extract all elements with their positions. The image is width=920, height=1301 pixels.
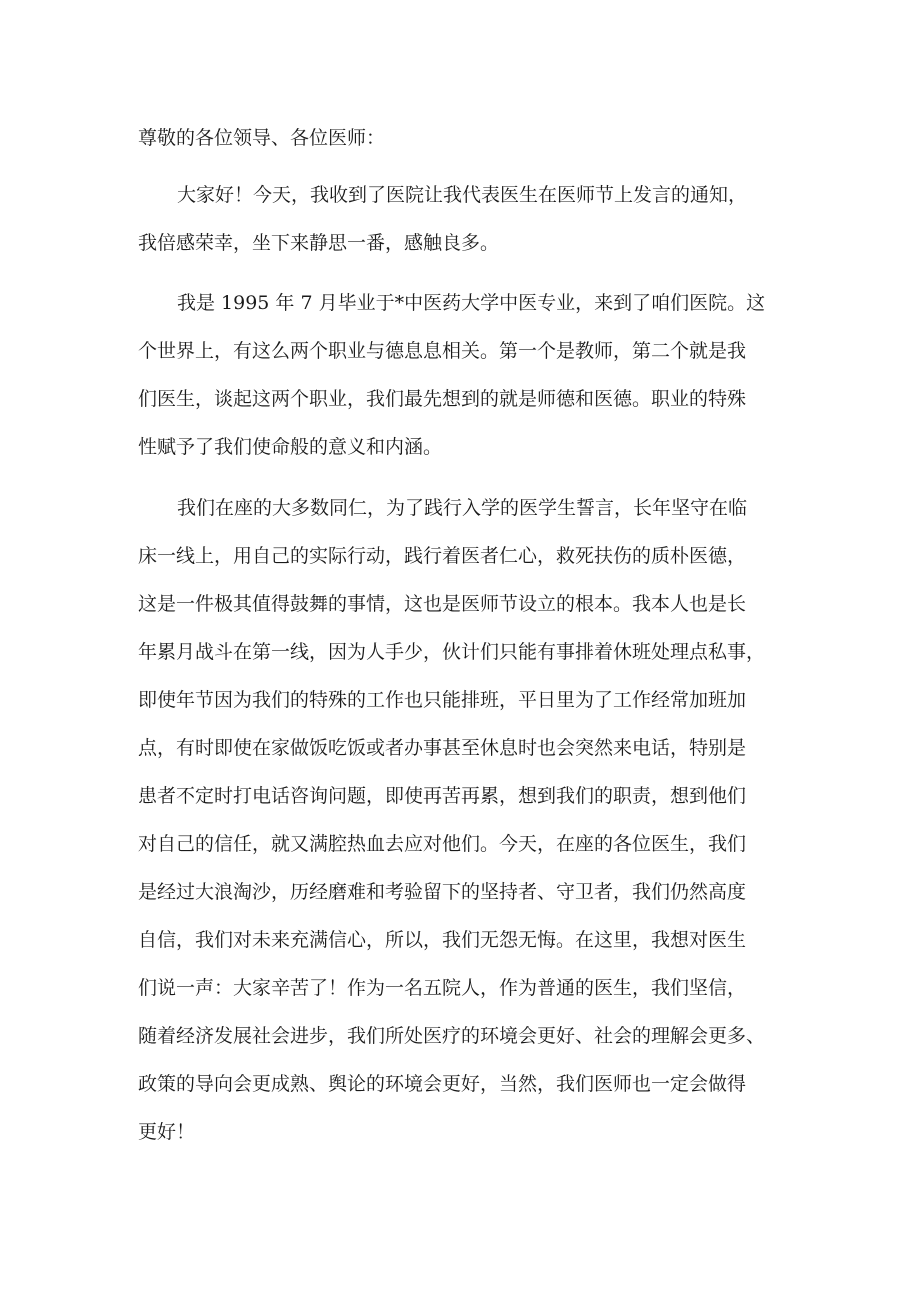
paragraph-3-line-13: 政策的导向会更成熟、舆论的环境会更好，当然，我们医师也一定会做得	[138, 1073, 747, 1095]
paragraph-2-line-4: 性赋予了我们使命般的意义和内涵。	[138, 436, 443, 458]
salutation: 尊敬的各位领导、各位医师：	[138, 127, 386, 149]
paragraph-2-line-3: 们医生，谈起这两个职业，我们最先想到的就是师德和医德。职业的特殊	[138, 388, 747, 410]
paragraph-2-line-2: 个世界上，有这么两个职业与德息息相关。第一个是教师，第二个就是我	[138, 340, 747, 362]
paragraph-3-line-6: 点，有时即使在家做饭吃饭或者办事甚至休息时也会突然来电话，特别是	[138, 737, 747, 759]
paragraph-2-line-1: 我是 1995 年 7 月毕业于*中医药大学中医专业，来到了咱们医院。这	[177, 292, 766, 314]
paragraph-3-line-2: 床一线上，用自己的实际行动，践行着医者仁心，救死扶伤的质朴医德，	[138, 545, 747, 567]
paragraph-3-line-3: 这是一件极其值得鼓舞的事情，这也是医师节设立的根本。我本人也是长	[138, 593, 747, 615]
paragraph-3-line-9: 是经过大浪淘沙，历经磨难和考验留下的坚持者、守卫者，我们仍然高度	[138, 881, 747, 903]
paragraph-3-line-11: 们说一声：大家辛苦了！作为一名五院人，作为普通的医生，我们坚信，	[138, 977, 747, 999]
paragraph-3-line-12: 随着经济发展社会进步，我们所处医疗的环境会更好、社会的理解会更多、	[138, 1025, 766, 1047]
paragraph-3-line-5: 即使年节因为我们的特殊的工作也只能排班，平日里为了工作经常加班加	[138, 689, 747, 711]
paragraph-1-line-1: 大家好！今天，我收到了医院让我代表医生在医师节上发言的通知，	[177, 184, 748, 206]
paragraph-3-line-10: 自信，我们对未来充满信心，所以，我们无怨无悔。在这里，我想对医生	[138, 929, 747, 951]
paragraph-3-line-8: 对自己的信任，就又满腔热血去应对他们。今天，在座的各位医生，我们	[138, 833, 747, 855]
paragraph-3-line-4: 年累月战斗在第一线，因为人手少，伙计们只能有事排着休班处理点私事，	[138, 641, 766, 663]
paragraph-3-line-14: 更好！	[138, 1121, 196, 1143]
paragraph-1-line-2: 我倍感荣幸，坐下来静思一番，感触良多。	[138, 232, 500, 254]
paragraph-3-line-1: 我们在座的大多数同仁，为了践行入学的医学生誓言，长年坚守在临	[177, 497, 748, 519]
paragraph-3-line-7: 患者不定时打电话咨询问题，即使再苦再累，想到我们的职责，想到他们	[138, 785, 747, 807]
